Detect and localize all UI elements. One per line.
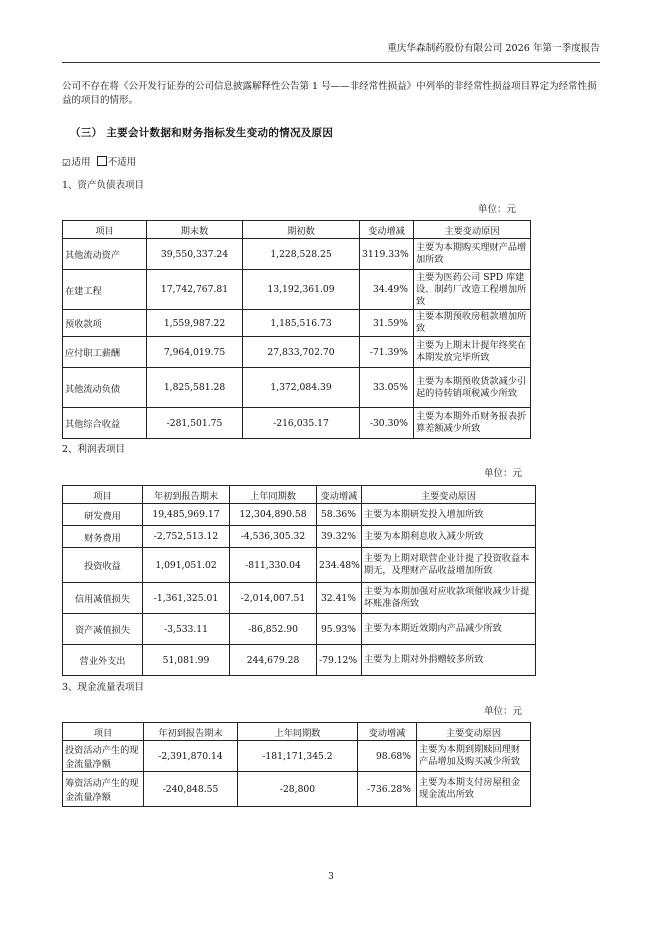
item-cell: 预收款项 xyxy=(63,310,147,337)
table-row xyxy=(63,337,531,368)
change-cell: -79.12% xyxy=(317,645,362,676)
item-cell: 投资活动产生的现金流量净额 xyxy=(63,741,144,772)
column-header: 变动增减 xyxy=(317,486,362,504)
table-row xyxy=(63,772,531,807)
reason-cell: 主要为本期到期赎回理财产品增加及购买减少所致 xyxy=(417,741,531,772)
value-cell: -1,361,325.01 xyxy=(143,583,230,614)
value-cell: -811,330.04 xyxy=(230,548,317,583)
reason-cell: 主要为本期支付房屋租金现金流出所致 xyxy=(417,772,531,807)
change-cell: 98.68% xyxy=(358,741,417,772)
value-cell: 7,964,019.75 xyxy=(147,337,243,368)
value-cell: 1,372,084.39 xyxy=(243,368,360,408)
item-cell: 其他流动负债 xyxy=(63,368,147,408)
column-header: 项目 xyxy=(63,723,144,741)
item-cell: 财务费用 xyxy=(63,526,143,548)
reason-cell: 主要为本期近效期内产品减少所致 xyxy=(362,614,536,645)
item-cell: 其他流动资产 xyxy=(63,239,147,270)
column-header: 期初数 xyxy=(243,221,360,239)
change-cell: 31.59% xyxy=(360,310,414,337)
item-cell: 在建工程 xyxy=(63,270,147,310)
report-title: 重庆华森制药股份有限公司 2026 年第一季度报告 xyxy=(387,43,600,54)
table-row xyxy=(63,368,531,408)
item-cell: 营业外支出 xyxy=(63,645,143,676)
balance-heading: 1、资产负债表项目 xyxy=(62,180,145,191)
value-cell: 244,679.28 xyxy=(230,645,317,676)
value-cell: -2,391,870.14 xyxy=(144,741,238,772)
value-cell: 51,081.99 xyxy=(143,645,230,676)
income-heading: 2、利润表项目 xyxy=(62,444,126,455)
table-row xyxy=(63,526,536,548)
table-row xyxy=(63,583,536,614)
column-header: 变动增减 xyxy=(358,723,417,741)
item-cell: 信用减值损失 xyxy=(63,583,143,614)
reason-cell: 主要为本期研发投入增加所致 xyxy=(362,504,536,526)
change-cell: 34.49% xyxy=(360,270,414,310)
reason-cell: 主要为医药公司 SPD 库建设、制药厂改造工程增加所致 xyxy=(414,270,531,310)
column-header: 主要变动原因 xyxy=(414,221,531,239)
column-header: 年初到报告期末 xyxy=(143,486,230,504)
page-header xyxy=(62,42,600,63)
item-cell: 投资收益 xyxy=(63,548,143,583)
table-row xyxy=(63,504,536,526)
table-row xyxy=(63,741,531,772)
change-cell: -71.39% xyxy=(360,337,414,368)
value-cell: -181,171,345.2 xyxy=(238,741,358,772)
page-number: 3 xyxy=(328,872,334,882)
item-cell: 研发费用 xyxy=(63,504,143,526)
reason-cell: 主要为上期末计提年终奖在本期发放完毕所致 xyxy=(414,337,531,368)
cashflow-unit-label: 单位：元 xyxy=(484,706,523,717)
change-cell: -30.30% xyxy=(360,408,414,439)
item-cell: 筹资活动产生的现金流量净额 xyxy=(63,772,144,807)
change-cell: 32.41% xyxy=(317,583,362,614)
value-cell: 1,228,528.25 xyxy=(243,239,360,270)
table-header-row xyxy=(63,221,531,239)
reason-cell: 主要为本期利息收入减少所致 xyxy=(362,526,536,548)
value-cell: 1,185,516.73 xyxy=(243,310,360,337)
value-cell: -4,536,305.32 xyxy=(230,526,317,548)
reason-cell: 主要为上期对联营企业计提了投资收益本期无，及理财产品收益增加所致 xyxy=(362,548,536,583)
table-row xyxy=(63,239,531,270)
value-cell: -216,035.17 xyxy=(243,408,360,439)
column-header: 变动增减 xyxy=(360,221,414,239)
reason-cell: 主要为本期购买理财产品增加所致 xyxy=(414,239,531,270)
value-cell: -281,501.75 xyxy=(147,408,243,439)
change-cell: 39.32% xyxy=(317,526,362,548)
not-applicable-label: 不适用 xyxy=(107,157,137,168)
value-cell: -2,752,513.12 xyxy=(143,526,230,548)
reason-cell: 主要为本期加强对应收款项催收减少计提坏账准备所致 xyxy=(362,583,536,614)
column-header: 上年同期数 xyxy=(238,723,358,741)
change-cell: 95.93% xyxy=(317,614,362,645)
unchecked-box-icon[interactable] xyxy=(97,156,107,166)
value-cell: -240,848.55 xyxy=(144,772,238,807)
value-cell: -86,852.90 xyxy=(230,614,317,645)
table-row xyxy=(63,408,531,439)
column-header: 项目 xyxy=(63,486,143,504)
table-row xyxy=(63,270,531,310)
change-cell: 3119.33% xyxy=(360,239,414,270)
balance-table xyxy=(62,220,531,439)
value-cell: 39,550,337.24 xyxy=(147,239,243,270)
item-cell: 应付职工薪酬 xyxy=(63,337,147,368)
cashflow-heading: 3、现金流量表项目 xyxy=(62,682,145,693)
column-header: 期末数 xyxy=(147,221,243,239)
value-cell: 1,559,987.22 xyxy=(147,310,243,337)
column-header: 上年同期数 xyxy=(230,486,317,504)
value-cell: 19,485,969.17 xyxy=(143,504,230,526)
checked-box-icon[interactable]: ☑ xyxy=(62,158,71,169)
income-unit-label: 单位：元 xyxy=(484,468,523,479)
column-header: 主要变动原因 xyxy=(362,486,536,504)
value-cell: 13,192,361.09 xyxy=(243,270,360,310)
reason-cell: 主要为本期外币财务报表折算差额减少所致 xyxy=(414,408,531,439)
income-table xyxy=(62,485,536,676)
column-header: 年初到报告期末 xyxy=(144,723,238,741)
table-row xyxy=(63,645,536,676)
item-cell: 其他综合收益 xyxy=(63,408,147,439)
table-row xyxy=(63,614,536,645)
change-cell: 234.48% xyxy=(317,548,362,583)
reason-cell: 主要本期预收房租款增加所致 xyxy=(414,310,531,337)
balance-unit-label: 单位：元 xyxy=(478,204,517,215)
value-cell: 12,304,890.58 xyxy=(230,504,317,526)
value-cell: -3,533.11 xyxy=(143,614,230,645)
table-header-row xyxy=(63,486,536,504)
value-cell: -2,014,007.51 xyxy=(230,583,317,614)
table-row xyxy=(63,548,536,583)
applicable-label: 适用 xyxy=(71,157,91,168)
reason-cell: 主要为本期预收货款减少引起的待转销项税减少所致 xyxy=(414,368,531,408)
value-cell: 1,091,051.02 xyxy=(143,548,230,583)
column-header: 项目 xyxy=(63,221,147,239)
applicability-checkboxes xyxy=(62,155,136,169)
value-cell: 1,825,581.28 xyxy=(147,368,243,408)
table-header-row xyxy=(63,723,531,741)
cashflow-table xyxy=(62,722,531,807)
intro-paragraph: 公司不存在将《公开发行证券的公司信息披露解释性公告第 1 号——非经常性损益》中列举的非经常性损益项目界定为经常性损益的项目的情形。 xyxy=(62,81,597,106)
item-cell: 资产减值损失 xyxy=(63,614,143,645)
change-cell: -736.28% xyxy=(358,772,417,807)
table-row xyxy=(63,310,531,337)
change-cell: 58.36% xyxy=(317,504,362,526)
section-heading: （三） 主要会计数据和财务指标发生变动的情况及原因 xyxy=(70,127,334,139)
value-cell: 27,833,702.70 xyxy=(243,337,360,368)
value-cell: -28,800 xyxy=(238,772,358,807)
reason-cell: 主要为上期对外捐赠较多所致 xyxy=(362,645,536,676)
value-cell: 17,742,767.81 xyxy=(147,270,243,310)
column-header: 主要变动原因 xyxy=(417,723,531,741)
change-cell: 33.05% xyxy=(360,368,414,408)
